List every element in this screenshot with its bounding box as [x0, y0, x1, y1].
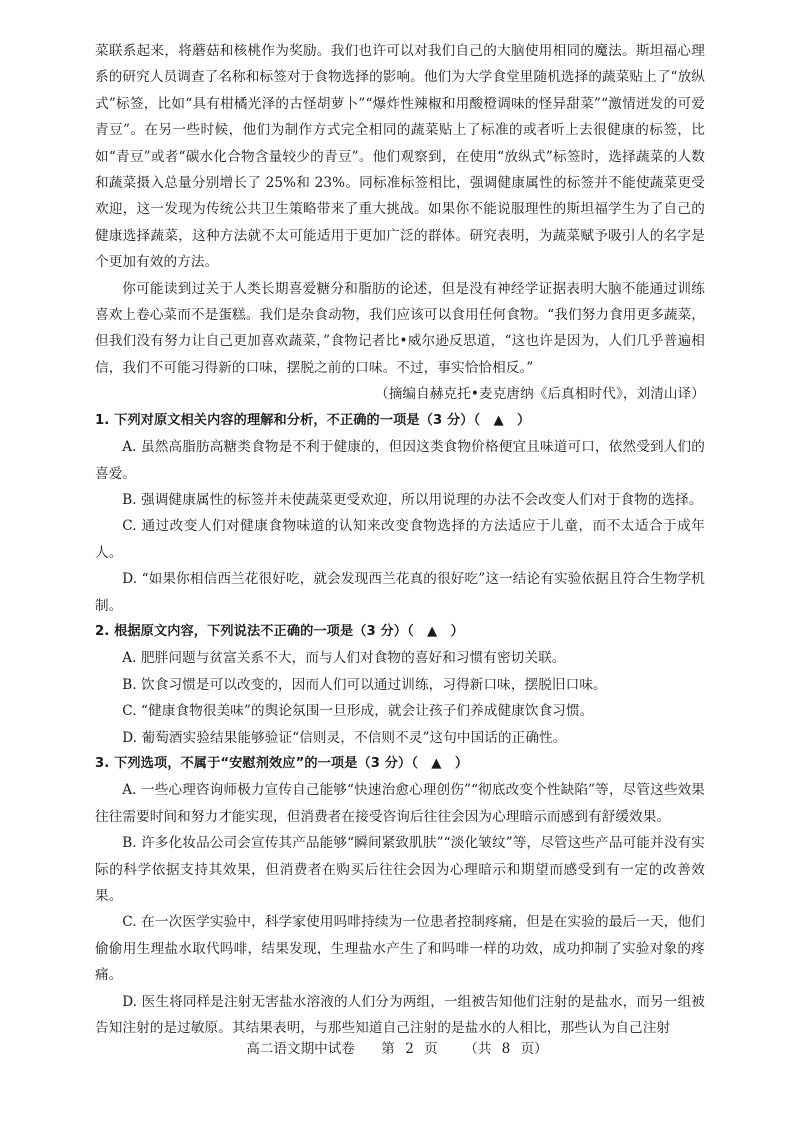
question-option: B. 饮食习惯是可以改变的，因而人们可以通过训练，习得新口味，摆脱旧口味。 — [122, 676, 607, 693]
question-option: A. 虽然高脂肪高糖类食物是不利于健康的，但因这类食物价格便宜且味道可口，依然受到人们的喜爱。 — [95, 439, 705, 482]
question-option: A. 一些心理咨询师极力宣传自己能够“快速治愈心理创伤”“彻底改变个性缺陷”等，尽管这些效果往往需要时间和努力才能实现，但消费者在接受咨询后往往会因为心理暗示而感到有舒缓效果。 — [95, 782, 705, 825]
question-option: A. 肥胖问题与贫富关系不大，而与人们对食物的喜好和习惯有密切关联。 — [122, 650, 566, 667]
footer-page-total: （共 8 页） — [464, 1041, 548, 1057]
question-option: B. 强调健康属性的标签并未使蔬菜更受欢迎，所以用说理的办法不会改变人们对于食物的选择。 — [122, 491, 703, 508]
footer-page-number: 第 2 页 — [381, 1041, 438, 1057]
question-option: C. 通过改变人们对健康食物味道的认知来改变食物选择的方法适应于儿童，而不太适合于成年人。 — [95, 518, 705, 561]
question-option: D. 医生将同样是注射无害盐水溶液的人们分为两组，一组被告知他们注射的是盐水，而另一组被告知注射的是过敏原。其结果表明，与那些知道自己注射的是盐水的人相比，那些认为自己注射 — [95, 993, 705, 1037]
page-content — [95, 38, 705, 1041]
question-option: C. “健康食物很美味”的舆论氛围一旦形成，就会让孩子们养成健康饮食习惯。 — [122, 703, 594, 720]
page-footer — [0, 1037, 794, 1057]
question-option: B. 许多化妆品公司会宣传其产品能够“瞬间紧致肌肤”“淡化皱纹”等，尽管这些产品可能并没有实际的科学依据支持其效果，但消费者在购买后往往会因为心理暗示和期望而感受到有一定的改善效果。 — [95, 835, 705, 904]
question-option: D. 葡萄酒实验结果能够验证“信则灵，不信则不灵”这句中国话的正确性。 — [122, 729, 567, 746]
question-option: D. “如果你相信西兰花很好吃，就会发现西兰花真的很好吃”这一结论有实验依据且符合生物学机制。 — [95, 571, 705, 614]
passage-paragraph: 你可能读到过关于人类长期喜爱糖分和脂肪的论述，但是没有神经学证据表明大脑不能通过训练喜欢上卷心菜而不是蛋糕。我们是杂食动物，我们应该可以食用任何食物。“我们努力食用更多蔬菜，但我们没有努力让自己更加喜欢蔬菜，”食物记者比•威尔逊反思道，“这也许是因为，人们几乎普遍相信，我们不可能习得新的口味，摆脱之前的口味。不过，事实恰恰相反。” — [95, 280, 705, 376]
question-stem: 3. 下列选项，不属于“安慰剂效应”的一项是（3 分）（ ▲ ） — [95, 755, 469, 771]
passage-paragraph: 菜联系起来，将蘑菇和核桃作为奖励。我们也许可以对我们自己的大脑使用相同的魔法。斯坦福心理系的研究人员调查了名称和标签对于食物选择的影响。他们为大学食堂里随机选择的蔬菜贴上了“放纵式”标签，比如“具有柑橘光泽的古怪胡萝卜”“爆炸性辣椒和用酸橙调味的怪异甜菜”“激情迸发的可爱青豆”。在另一些时候，他们为制作方式完全相同的蔬菜贴上了标准的或者听上去很健康的标签，比如“青豆”或者“碳水化合物含量较少的青豆”。他们观察到，在使用“放纵式”标签时，选择蔬菜的人数和蔬菜摄入总量分别增长了 25%和 23%。同标准标签相比，强调健康属性的标签并不能使蔬菜更受欢迎，这一发现为传统公共卫生策略带来了重大挑战。如果你不能说服理性的斯坦福学生为了自己的健康选择蔬菜，这种方法就不太可能适用于更加广泛的群体。研究表明，为蔬菜赋予吸引人的名字是个更加有效的方法。 — [95, 43, 705, 271]
question-option: C. 在一次医学实验中，科学家使用吗啡持续为一位患者控制疼痛，但是在实验的最后一天，他们偷偷用生理盐水取代吗啡，结果发现，生理盐水产生了和吗啡一样的功效，成功抑制了实验对象的疼痛。 — [95, 914, 705, 984]
question-stem: 2. 根据原文内容，下列说法不正确的一项是（3 分）（ ▲ ） — [95, 623, 464, 639]
passage-source: （摘编自赫克托•麦克唐纳《后真相时代》，刘清山译） — [375, 386, 705, 403]
footer-exam-title: 高二语文期中试卷 — [246, 1041, 355, 1057]
question-stem: 1. 下列对原文相关内容的理解和分析，不正确的一项是（3 分）（ ▲ ） — [95, 412, 531, 428]
